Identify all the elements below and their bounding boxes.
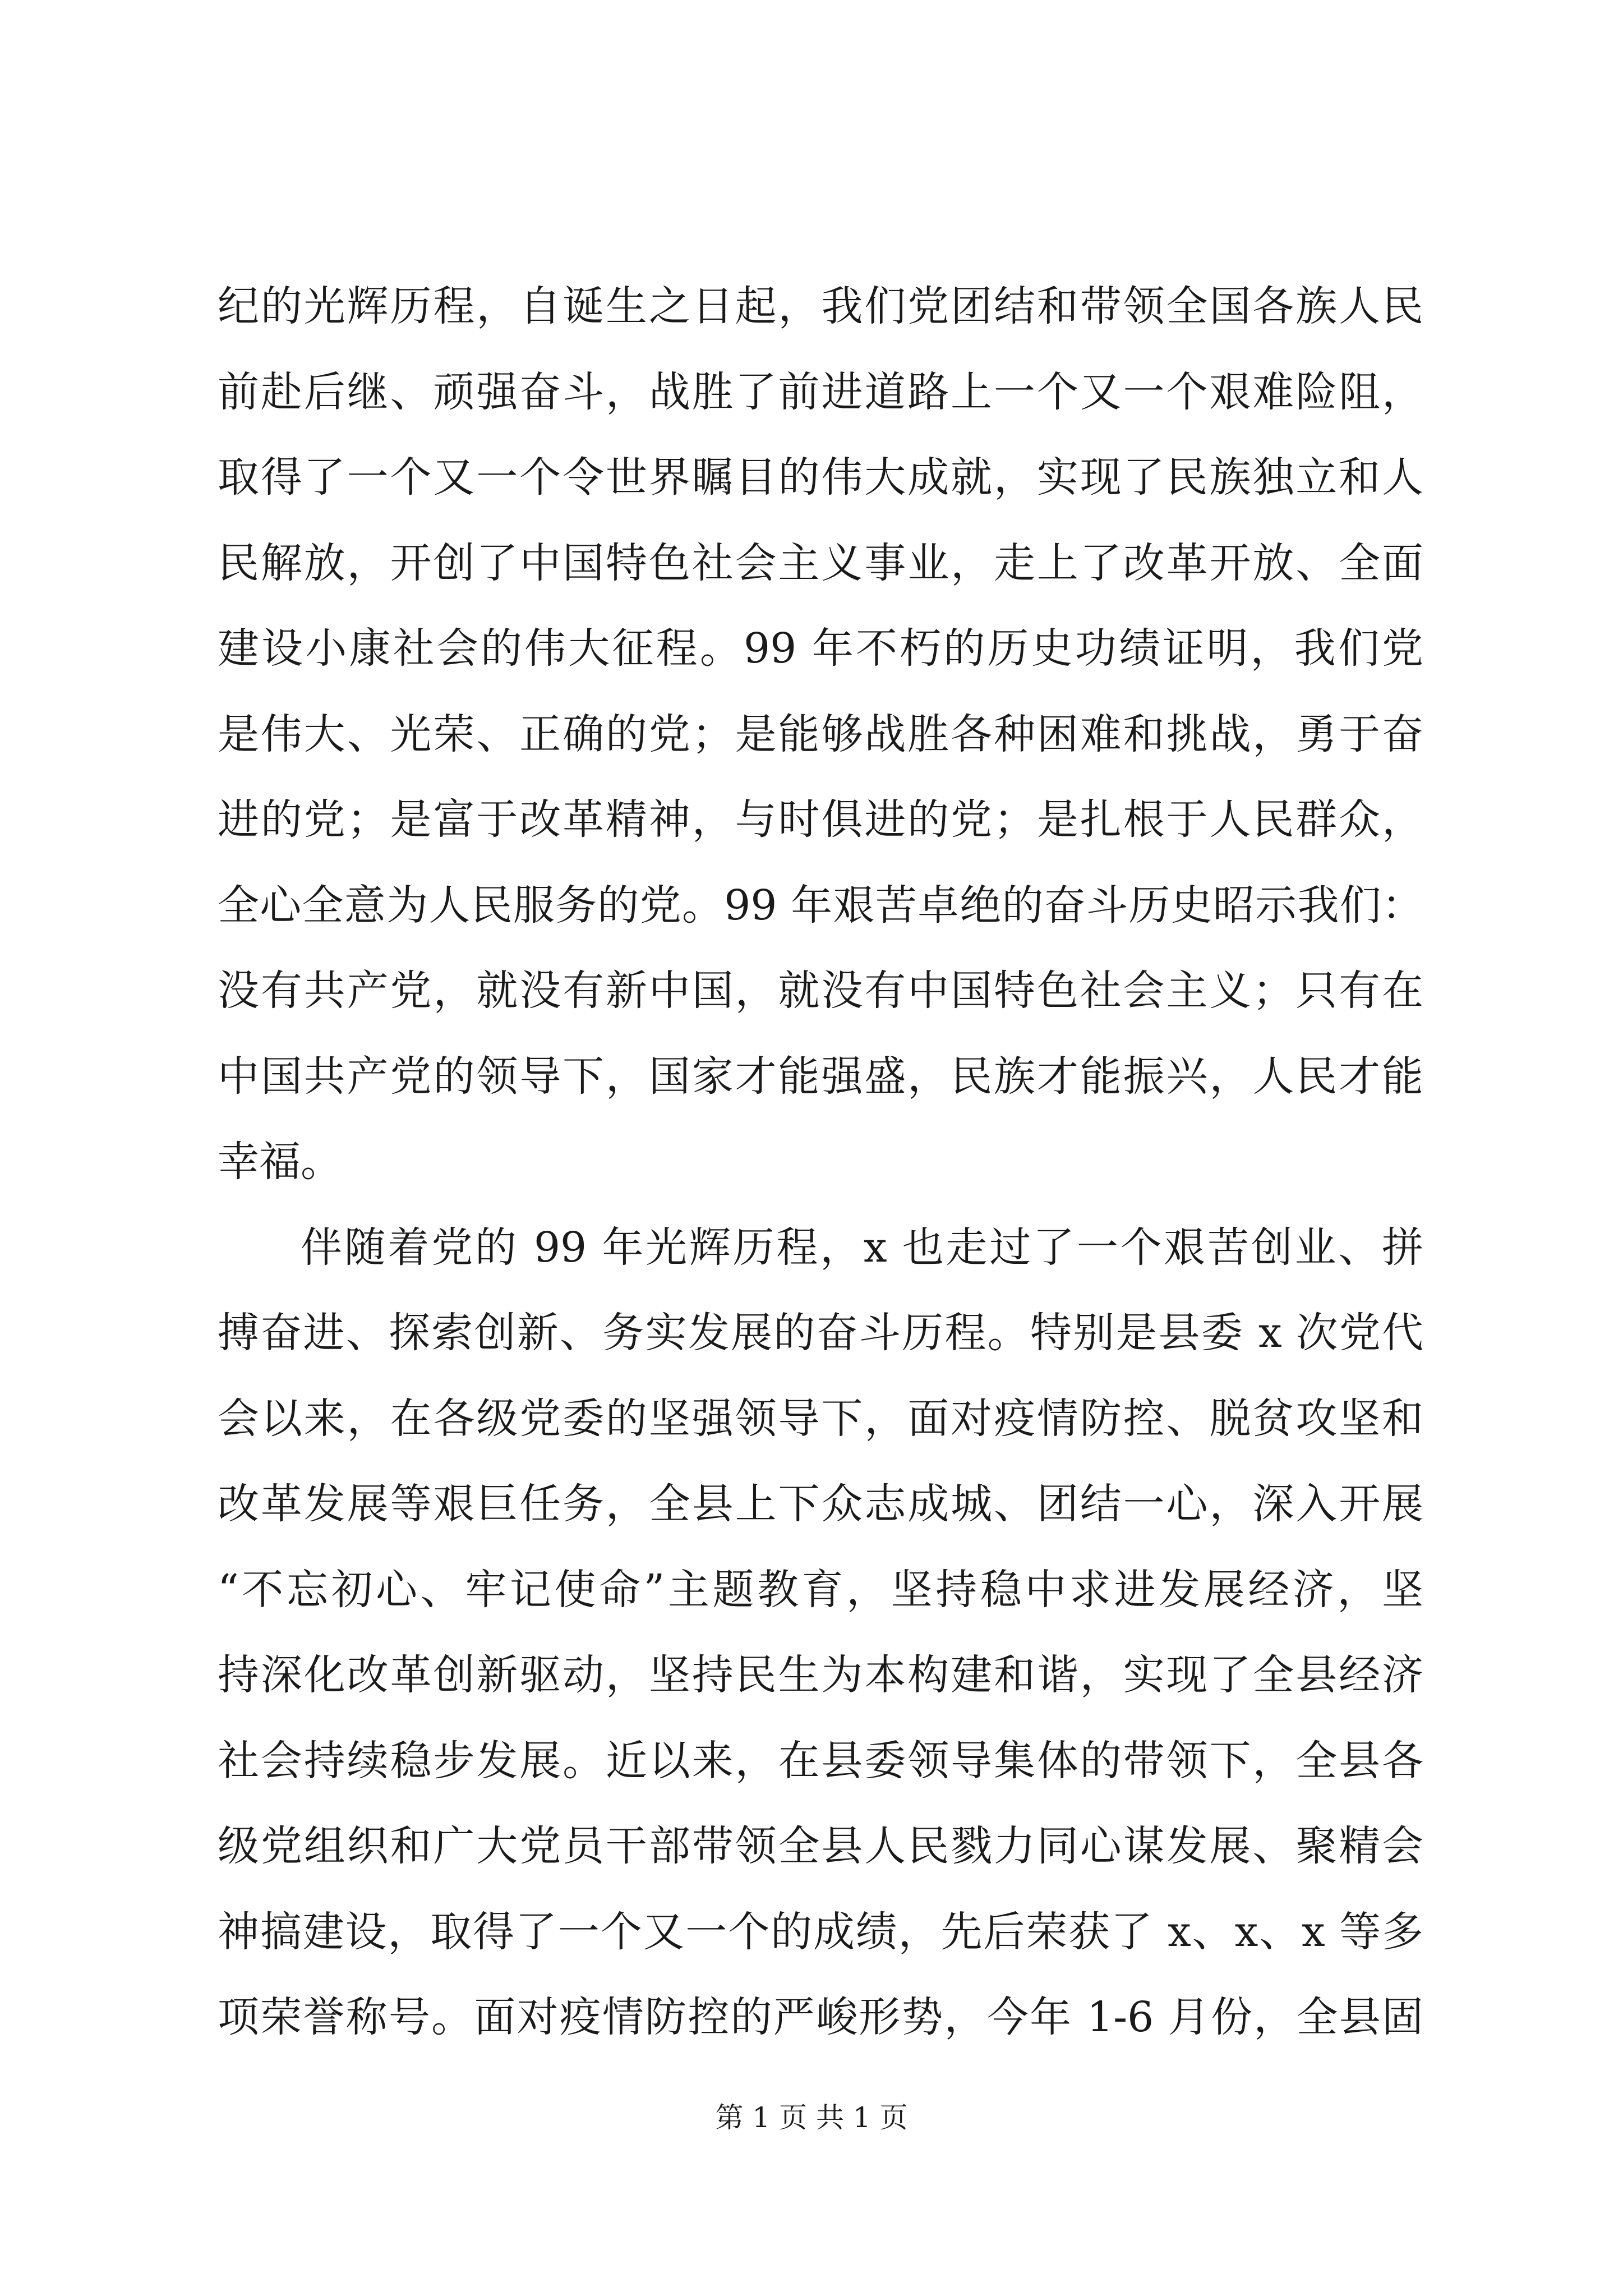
text-line: 社会持续稳步发展。近以来，在县委领导集体的带领下，全县各 xyxy=(218,1736,1423,1785)
paragraph-1 xyxy=(218,264,1423,1205)
text-line: 项荣誉称号。面对疫情防控的严峻形势，今年 1-6 月份，全县固 xyxy=(218,1993,1423,2041)
text-line: 建设小康社会的伟大征程。99 年不朽的历史功绩证明，我们党 xyxy=(218,624,1423,673)
text-line: 伴随着党的 99 年光辉历程，x 也走过了一个艰苦创业、拼 xyxy=(301,1223,1423,1272)
text-line: 级党组织和广大党员干部带领全县人民戮力同心谋发展、聚精会 xyxy=(218,1822,1423,1870)
text-line: 取得了一个又一个令世界瞩目的伟大成就，实现了民族独立和人 xyxy=(218,453,1423,501)
text-line: 会以来，在各级党委的坚强领导下，面对疫情防控、脱贫攻坚和 xyxy=(218,1394,1423,1443)
text-line: 全心全意为人民服务的党。99 年艰苦卓绝的奋斗历史昭示我们： xyxy=(218,881,1423,930)
text-line: 中国共产党的领导下，国家才能强盛，民族才能振兴，人民才能 xyxy=(218,1052,1423,1101)
text-line: 没有共产党，就没有新中国，就没有中国特色社会主义；只有在 xyxy=(218,967,1423,1015)
text-line: 前赴后继、顽强奋斗，战胜了前进道路上一个又一个艰难险阻， xyxy=(218,367,1423,416)
paragraph-2 xyxy=(218,1205,1423,2060)
text-line: 民解放，开创了中国特色社会主义事业，走上了改革开放、全面 xyxy=(218,539,1423,587)
text-line: 进的党；是富于改革精神，与时俱进的党；是扎根于人民群众， xyxy=(218,795,1423,844)
text-line: 搏奋进、探索创新、务实发展的奋斗历程。特别是县委 x 次党代 xyxy=(218,1309,1423,1357)
text-line: 神搞建设，取得了一个又一个的成绩，先后荣获了 x、x、x 等多 xyxy=(218,1907,1423,1956)
document-body xyxy=(218,264,1423,2060)
text-line: 持深化改革创新驱动，坚持民生为本构建和谐，实现了全县经济 xyxy=(218,1651,1423,1699)
text-line: 纪的光辉历程，自诞生之日起，我们党团结和带领全国各族人民 xyxy=(218,282,1423,330)
page-footer: 第 1 页 共 1 页 xyxy=(715,2101,908,2134)
text-line: 幸福。 xyxy=(218,1138,342,1186)
text-line: “不忘初心、牢记使命”主题教育，坚持稳中求进发展经济，坚 xyxy=(218,1565,1423,1614)
text-line: 是伟大、光荣、正确的党；是能够战胜各种困难和挑战，勇于奋 xyxy=(218,710,1423,758)
text-line: 改革发展等艰巨任务，全县上下众志成城、团结一心，深入开展 xyxy=(218,1480,1423,1528)
